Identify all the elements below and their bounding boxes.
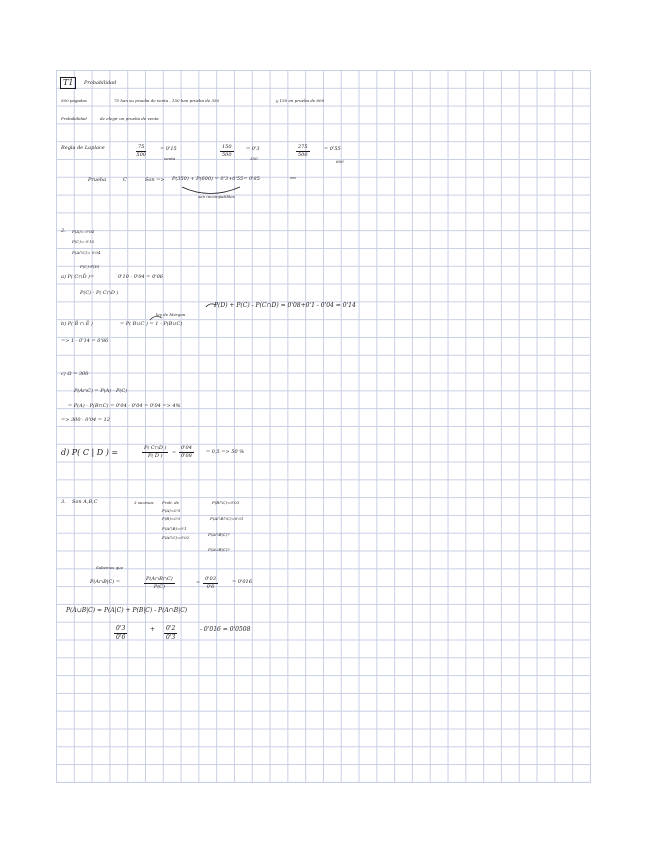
arrow-stroke <box>206 304 216 307</box>
problem2-b-result: => 1 - 0'14 = 0'86 <box>61 338 109 344</box>
result-label-c: Son => <box>145 177 165 183</box>
problem3-union-plus: + <box>150 626 156 633</box>
result-note: son incompatibles <box>198 194 235 199</box>
intro-line1-b: 75 han su prueba de venta , 150 han prueba de 350 <box>114 98 220 103</box>
event-item: Prob. de <box>162 500 180 505</box>
problem2-a-line2: P(C) - P( C∩D ) <box>80 290 119 296</box>
note-stroke <box>150 316 162 320</box>
result-label-a: Prueba <box>88 177 107 183</box>
problem3-given: Son A,B,C <box>72 499 98 505</box>
equals-sign: = <box>172 450 177 456</box>
problem2-a-right: P(D) + P(C) - P(C∩D) = 0'08+0'1 - 0'04 = 0'14 <box>214 302 356 309</box>
event-item: P(A)=0'5 <box>162 508 181 513</box>
problem3-events-label: 3 sucesos <box>134 500 154 505</box>
intro-line2-b: de elegir un prueba de venta <box>100 116 159 121</box>
event-item: P(A∩B)=0'1 <box>162 526 187 531</box>
result-label-b: C <box>123 177 127 183</box>
problem3-cond-fraction1: $\frac{P(A\cap B\cap C)}{P(C)}$ <box>146 576 173 590</box>
event-item: P(A∩B|C)? <box>208 532 230 537</box>
problem2-a-calc: 0'10 - 0'04 = 0'06 <box>118 274 163 280</box>
fraction-venta-note: venta <box>164 156 176 161</box>
problem2-d-label: d) P( C | D ) = <box>61 448 119 457</box>
problem2-header: 2. <box>61 228 66 234</box>
problem2-c-line2: = P(A) - P(B∩C) = 0'04 - 0'04 = 0'04 => 4% <box>68 403 181 409</box>
problem2-b-expression: = P( B∪C ) = 1 - P(B∪C) <box>120 321 183 327</box>
fraction-350-result: = 0'3 <box>246 146 260 152</box>
fraction-600-note: 600 <box>336 159 344 164</box>
page-subtitle: Probabilidad <box>84 80 117 86</box>
fraction-600-result: = 0'55 <box>324 146 341 152</box>
problem2-c-label: c) Ω = 300 <box>61 371 89 377</box>
laplace-label: Regla de Laplace <box>61 145 105 151</box>
event-item: P(A∪B|C)? <box>208 547 230 552</box>
event-item: P(A∩B∩C)=0'01 <box>210 516 244 521</box>
problem2-d-fraction2: $\frac{0'04}{0'08}$ <box>181 445 192 459</box>
event-item: P(A∩C)=0'02 <box>162 535 190 540</box>
problem3-header: 3. <box>61 499 66 505</box>
intro-line2-a: Probabilidad <box>61 116 87 121</box>
problem2-given3: P(A∩C)= 0'04 <box>72 250 101 255</box>
problem3-cond-fraction2: $\frac{0'03}{0'6}$ <box>205 576 216 590</box>
problem2-b-note: ley de Morgan <box>156 312 186 317</box>
fraction-350-note: 350 <box>250 156 258 161</box>
problem2-given2: P(C)= 0'10 <box>72 239 95 244</box>
problem2-b-label: b) P( B̄ ∩ Ē ) <box>61 321 93 327</box>
fraction-350: $\frac{150}{500}$ <box>222 144 232 158</box>
fraction-venta: $\frac{75}{500}$ <box>136 144 146 158</box>
problem3-union-result: - 0'016 = 0'0508 <box>200 626 251 633</box>
problem2-c-line1: P(A∩C) = P(A) - P(C) <box>74 388 128 394</box>
problem3-union-fraction1: $\frac{0'3}{0'6}$ <box>116 625 126 641</box>
problem2-a-intro: P(C)-P(D) <box>80 264 100 269</box>
problem3-cond-label: P(A∩B|C) = <box>90 579 121 585</box>
brace-stroke <box>182 187 240 194</box>
event-item: P(B)=0'3 <box>162 516 181 521</box>
problem2-d-fraction1: $\frac{P( C\cap D )}{P( D )}$ <box>144 445 167 459</box>
equals-sign: = <box>196 580 201 586</box>
problem2-given1: P(A)= 0'04 <box>72 229 95 234</box>
result-expression: P(350) + P(600) = 0'3+0'55= 0'85 <box>172 176 260 182</box>
problem3-union-expression: P(A∪B|C) = P(A|C) + P(B|C) - P(A∩B|C) <box>66 607 188 614</box>
problem3-subtitle: Sabemos que <box>96 565 124 570</box>
fraction-600: $\frac{275}{500}$ <box>298 144 308 158</box>
problem3-cond-result: = 0'016 <box>232 579 252 585</box>
intro-line1-a: 500 pagadas <box>61 98 87 103</box>
problem2-d-result: = 0,5 => 50 % <box>206 449 244 455</box>
problem2-a-label: a) P( C∩D̄ )= <box>61 274 95 280</box>
fraction-venta-result: = 0'15 <box>160 146 177 152</box>
intro-line1-c: y 150 en prueba de 600 <box>276 98 325 103</box>
problem2-c-line3: => 300 · 0'04 = 12 <box>61 417 110 423</box>
problem3-union-fraction2: $\frac{0'2}{0'3}$ <box>166 625 176 641</box>
event-item: P(B∩C)=0'03 <box>212 500 240 505</box>
page-title: T1 <box>60 77 76 89</box>
